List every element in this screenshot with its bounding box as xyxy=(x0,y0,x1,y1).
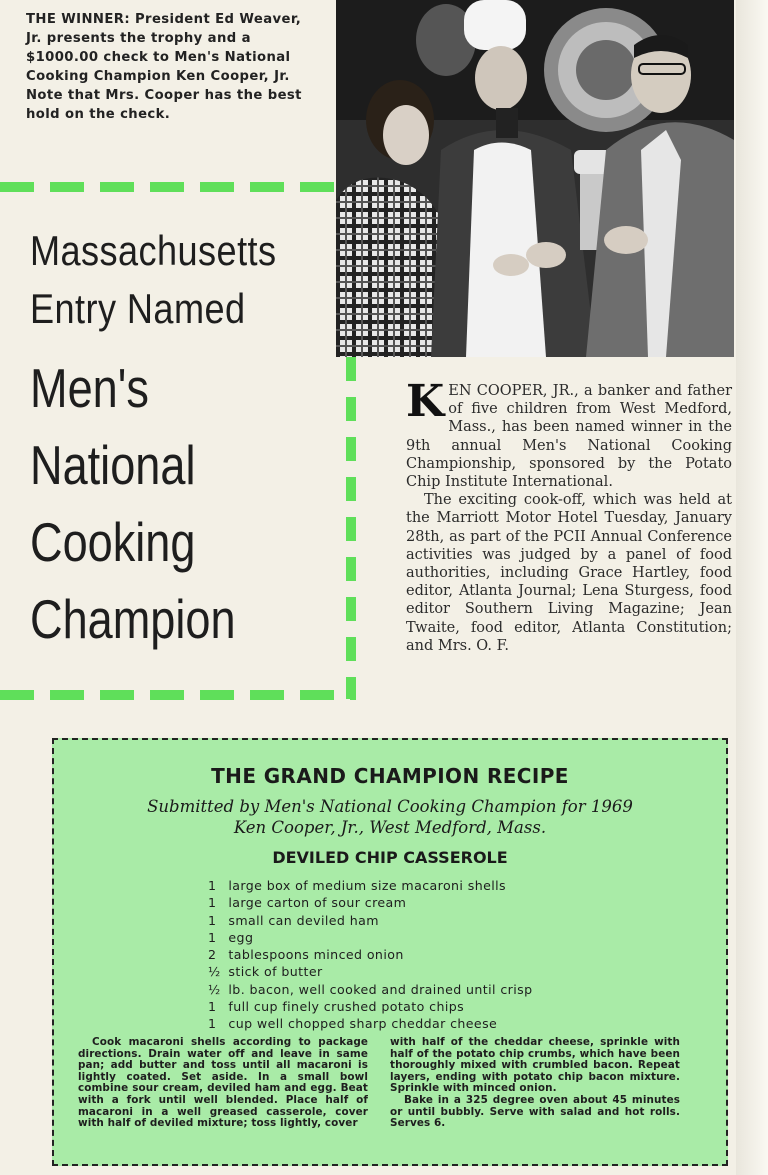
ingredient-item xyxy=(208,998,532,1015)
drop-cap: K xyxy=(406,376,445,427)
headline-line: National xyxy=(30,434,196,496)
dish-name: DEVILED CHIP CASSEROLE xyxy=(272,848,508,867)
article-paragraph: The exciting cook-off, which was held at the Marriott Motor Hotel Tuesday, January 28th, as part of the PCII Annual Conference activities was judged by a panel of food authorities, including Grace Hartley, food editor, Atlanta Journal; Lena Sturgess, food editor Southern Living Magazine; Jean Twaite, food editor, Atlanta Constitution; and Mrs. O. F. xyxy=(406,492,732,654)
ingredient-text: egg xyxy=(228,929,254,945)
ingredient-text: large carton of sour cream xyxy=(228,895,407,911)
green-dashed-rule-top xyxy=(0,182,336,192)
ingredient-item xyxy=(208,877,532,894)
ingredient-text: tablespoons minced onion xyxy=(228,947,404,963)
ingredient-text: stick of butter xyxy=(228,964,323,980)
ingredient-quantity: 1 xyxy=(208,895,217,911)
headline-line: Entry Named xyxy=(30,285,246,332)
directions-column-left xyxy=(78,1037,368,1130)
recipe-subtitle-line: Ken Cooper, Jr., West Medford, Mass. xyxy=(233,818,547,837)
ingredient-item xyxy=(208,981,532,998)
directions-paragraph: Cook macaroni shells according to package directions. Drain water off and leave in same pan; add butter and toss until all macaroni is lightly coated. Set aside. In a small bowl combine sour cream, deviled ham and egg. Beat with a fork until well blended. Place half of macaroni in a well greased casserole, cover with half of deviled mixture; toss lightly, cover xyxy=(78,1036,368,1130)
page-edge xyxy=(736,0,768,1175)
ingredient-item xyxy=(208,946,532,963)
ingredient-quantity: ½ xyxy=(208,964,221,980)
ingredient-text: lb. bacon, well cooked and drained until crisp xyxy=(228,981,533,997)
ingredient-text: cup well chopped sharp cheddar cheese xyxy=(228,1016,498,1032)
directions-paragraph: Bake in a 325 degree oven about 45 minutes or until bubbly. Serve with salad and hot rolls. Serves 6. xyxy=(390,1093,680,1130)
ingredient-item xyxy=(208,912,532,929)
ingredient-item xyxy=(208,1015,532,1032)
article-body xyxy=(406,376,732,655)
ingredient-item xyxy=(208,894,532,911)
ingredient-quantity: 1 xyxy=(208,1016,217,1032)
green-dashed-rule-right xyxy=(346,357,356,699)
headline-line: Massachusetts xyxy=(30,227,277,274)
ingredient-item xyxy=(208,963,532,980)
ingredient-quantity: ½ xyxy=(208,981,221,997)
recipe-subtitle-line: Submitted by Men's National Cooking Champion for 1969 xyxy=(147,797,633,816)
recipe-title: THE GRAND CHAMPION RECIPE xyxy=(211,764,569,788)
directions-column-right xyxy=(390,1037,680,1130)
ingredient-item xyxy=(208,929,532,946)
ingredient-quantity: 2 xyxy=(208,947,217,963)
ingredient-quantity: 1 xyxy=(208,929,217,945)
article-headline xyxy=(30,222,340,658)
ingredient-text: small can deviled ham xyxy=(228,912,379,928)
recipe-box xyxy=(52,738,728,1166)
article-paragraph xyxy=(406,376,732,491)
winner-photo xyxy=(336,0,734,357)
green-dashed-rule-bottom xyxy=(0,690,356,700)
ingredient-text: large box of medium size macaroni shells xyxy=(228,878,506,893)
photo-caption: THE WINNER: President Ed Weaver, Jr. presents the trophy and a $1000.00 check to Men's National Cooking Champion Ken Cooper, Jr. Note that Mrs. Cooper has the best hold on the check. xyxy=(26,12,302,122)
recipe-subtitle xyxy=(54,796,726,838)
ingredient-list xyxy=(208,877,532,1033)
ingredient-quantity: 1 xyxy=(208,999,217,1015)
directions-paragraph: with half of the cheddar cheese, sprinkle with half of the potato chip crumbs, which have been thoroughly mixed with crumbled bacon. Repeat layers, ending with potato chip bacon mixture. Sprinkle with minced onion. xyxy=(390,1036,680,1095)
ingredient-quantity: 1 xyxy=(208,878,217,893)
article-text: EN COOPER, JR., a banker and father of five children from West Medford, Mass., has been named winner in the 9th annual Men's National Cooking Championship, sponsored by the Potato Chip Institute International. xyxy=(406,383,732,491)
ingredient-text: full cup finely crushed potato chips xyxy=(228,999,465,1015)
ingredient-quantity: 1 xyxy=(208,912,217,928)
headline-line: Cooking xyxy=(30,511,196,573)
headline-line: Champion xyxy=(30,588,236,650)
headline-line: Men's xyxy=(30,357,149,419)
